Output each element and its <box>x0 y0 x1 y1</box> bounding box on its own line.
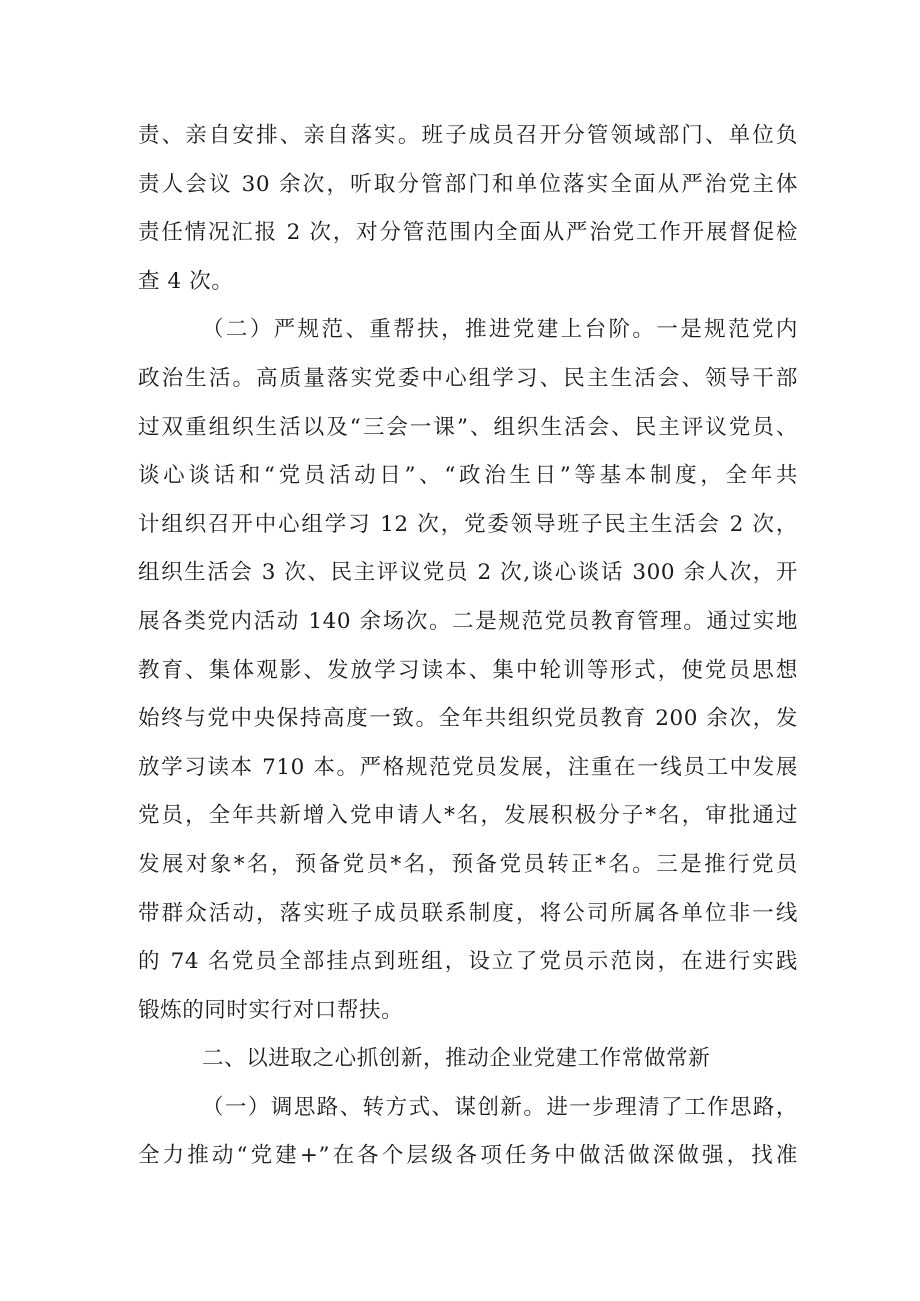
heading-section-2 <box>138 1035 798 1084</box>
text-line: 带群众活动，落实班子成员联系制度，将公司所属各单位非一线 <box>138 900 798 926</box>
chapter-heading-line: 二、以进取之心抓创新，推动企业党建工作常做常新 <box>202 1046 711 1072</box>
text-line: 教育、集体观影、发放学习读本、集中轮训等形式，使党员思想 <box>138 657 798 683</box>
text-line: 放学习读本 710 本。严格规范党员发展，注重在一线员工中发展 <box>138 754 798 780</box>
paragraph-subsection-1 <box>138 1084 798 1181</box>
text-line: 展各类党内活动 140 余场次。二是规范党员教育管理。通过实地 <box>138 608 798 634</box>
text-line: 组织生活会 3 次、民主评议党员 2 次,谈心谈话 300 余人次，开 <box>138 560 798 586</box>
section-heading-line: （二）严规范、重帮扶，推进党建上台阶。一是规范党内 <box>202 317 798 343</box>
text-line: 责、亲自安排、亲自落实。班子成员召开分管领域部门、单位负 <box>138 123 798 148</box>
section-heading-line: （一）调思路、转方式、谋创新。进一步理清了工作思路， <box>202 1094 798 1120</box>
text-line: 政治生活。高质量落实党委中心组学习、民主生活会、领导干部 <box>138 365 798 391</box>
text-line: 始终与党中央保持高度一致。全年共组织党员教育 200 余次，发 <box>138 706 798 732</box>
paragraph-responsibility-continued <box>138 112 798 306</box>
text-line: 过双重组织生活以及“三会一课”、组织生活会、民主评议党员、 <box>138 414 798 440</box>
text-line: 责任情况汇报 2 次，对分管范围内全面从严治党工作开展督促检 <box>138 220 798 246</box>
text-line: 谈心谈话和“党员活动日”、“政治生日”等基本制度，全年共 <box>138 463 798 489</box>
text-line: 发展对象*名，预备党员*名，预备党员转正*名。三是推行党员 <box>138 851 798 877</box>
text-line: 全力推动“党建+”在各个层级各项任务中做活做深做强，找准 <box>138 1143 798 1169</box>
text-line: 党员，全年共新增入党申请人*名，发展积极分子*名，审批通过 <box>138 803 798 829</box>
paragraph-section-2 <box>138 306 798 1035</box>
text-line: 锻炼的同时实行对口帮扶。 <box>138 997 404 1023</box>
text-line: 计组织召开中心组学习 12 次，党委领导班子民主生活会 2 次， <box>138 511 798 537</box>
text-line: 查 4 次。 <box>138 268 234 294</box>
text-line: 的 74 名党员全部挂点到班组，设立了党员示范岗，在进行实践 <box>138 949 798 975</box>
text-line: 责人会议 30 余次，听取分管部门和单位落实全面从严治党主体 <box>138 171 798 197</box>
document-body <box>138 112 798 1181</box>
